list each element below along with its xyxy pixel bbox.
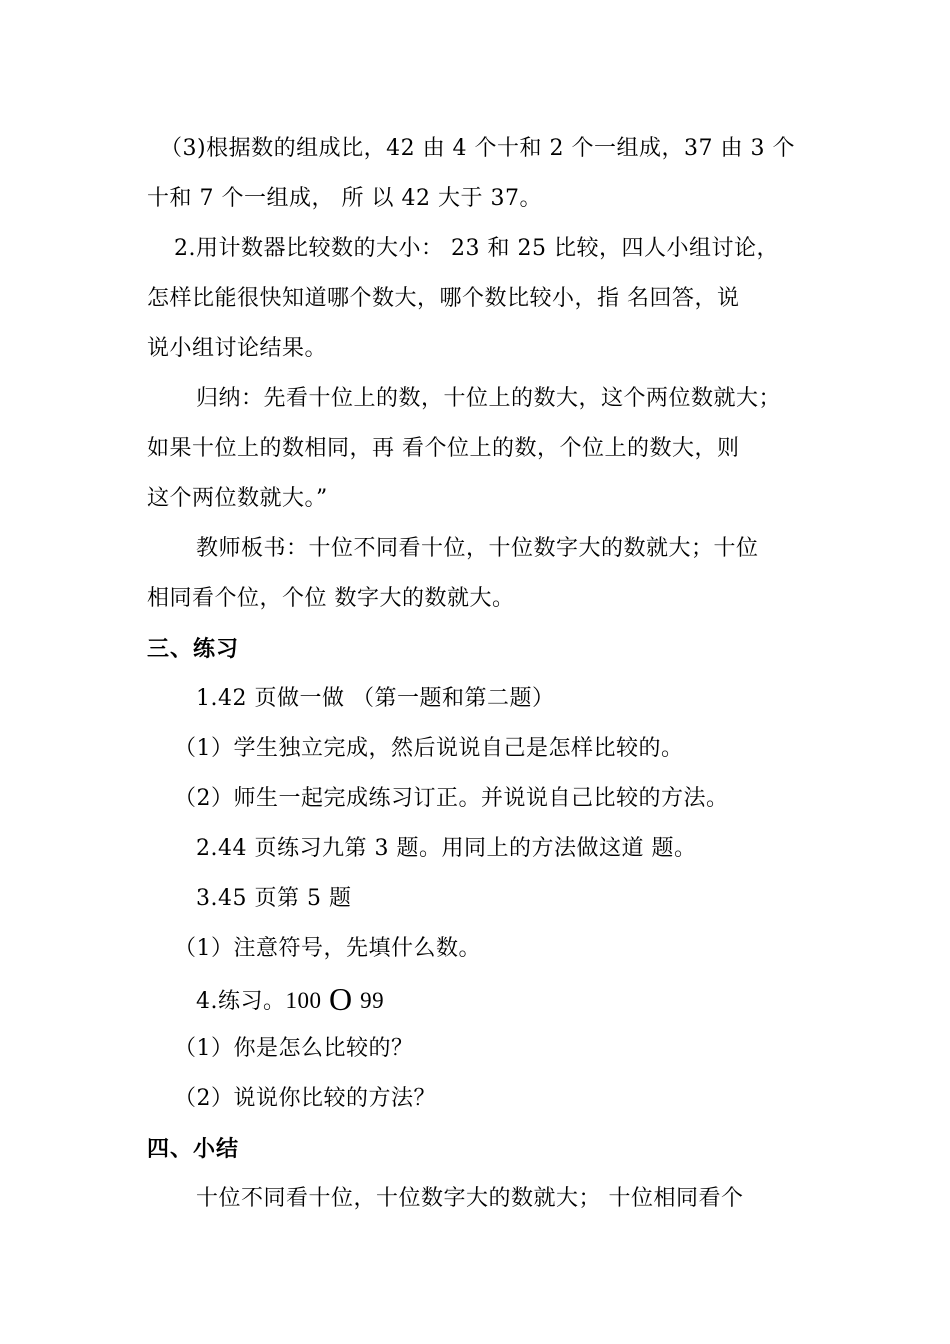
practice-item-4 [196,981,385,1017]
practice-item-4-sub-1: （1）你是怎么比较的？ [174,1036,414,1061]
comparison-circle-symbol: O [329,981,353,1017]
paragraph-board-line1: 教师板书：十位不同看十位，十位数字大的数就大；十位 [196,536,759,561]
practice-item-2: 2.44 页练习九第 3 题。用同上的方法做这道 题。 [196,836,697,861]
paragraph-summary-line1: 归纳：先看十位上的数，十位上的数大，这个两位数就大； [196,386,782,411]
paragraph-counter-line1: 2.用计数器比较数的大小： 23 和 25 比较，四人小组讨论， [174,236,779,261]
practice-item-3: 3.45 页第 5 题 [196,886,352,911]
paragraph-counter-line3: 说小组讨论结果。 [147,336,328,361]
section-heading-summary: 四、小结 [147,1136,240,1162]
paragraph-composition-line1: （3)根据数的组成比，42 由 4 个十和 2 个一组成，37 由 3 个 [160,136,796,161]
practice-item-1-sub-1: （1）学生独立完成，然后说说自己是怎样比较的。 [174,736,684,761]
practice-item-4-left-number: 100 [285,988,322,1013]
summary-line-1: 十位不同看十位，十位数字大的数就大； 十位相同看个 [196,1186,744,1211]
practice-item-4-sub-2: （2）说说你比较的方法？ [174,1086,436,1111]
section-heading-practice: 三、练习 [147,636,240,662]
paragraph-counter-line2: 怎样比能很快知道哪个数大，哪个数比较小，指 名回答，说 [147,286,740,311]
practice-item-4-right-number: 99 [360,988,385,1013]
practice-item-3-sub-1: （1）注意符号，先填什么数。 [174,936,481,961]
practice-item-1-sub-2: （2）师生一起完成练习订正。并说说自己比较的方法。 [174,786,729,811]
paragraph-summary-line2: 如果十位上的数相同，再 看个位上的数，个位上的数大，则 [147,436,740,461]
practice-item-1: 1.42 页做一做 （第一题和第二题） [196,686,555,711]
paragraph-composition-line2: 十和 7 个一组成， 所 以 42 大于 37。 [147,186,542,211]
paragraph-board-line2: 相同看个位，个位 数字大的数就大。 [147,586,515,611]
practice-item-4-prefix: 4.练习。 [196,989,286,1014]
paragraph-summary-line3: 这个两位数就大。” [147,486,328,511]
